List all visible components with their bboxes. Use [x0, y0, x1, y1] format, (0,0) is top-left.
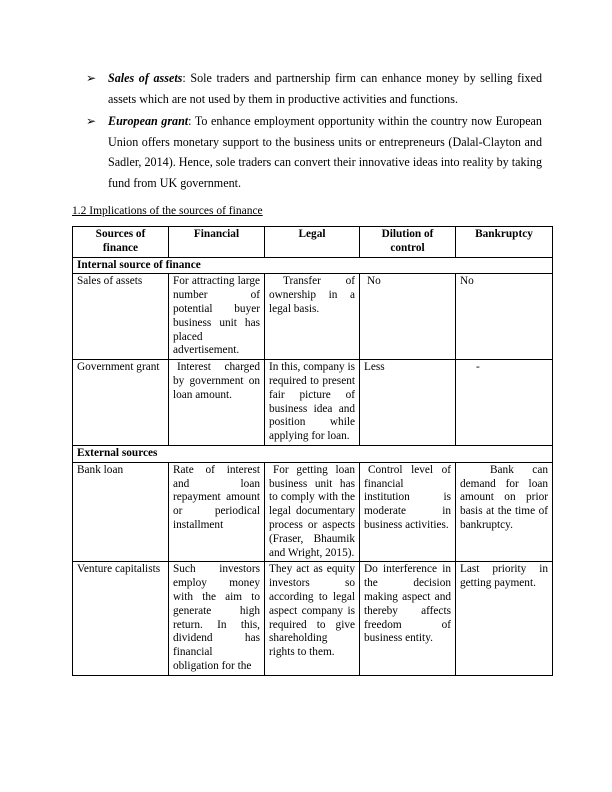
table-row [73, 562, 553, 675]
header-cell: Bankruptcy [456, 227, 553, 258]
bullet-term: Sales of assets [108, 71, 183, 85]
bankruptcy-cell: Bank can demand for loan amount on prior basis at the time of bankruptcy. [456, 462, 553, 562]
source-cell: Government grant [73, 360, 169, 446]
bullet-text: : Sole traders and partnership firm can enhance money by selling fixed assets which are not used by them in productive activities and functions. [108, 71, 542, 106]
legal-cell: Transfer of ownership in a legal basis. [265, 274, 360, 360]
section-label: External sources [73, 445, 553, 462]
dilution-cell: No [360, 274, 456, 360]
source-cell: Venture capitalists [73, 562, 169, 675]
bullet-european-grant [86, 111, 542, 193]
legal-cell: They act as equity investors so according to legal aspect company is required to give shareholding rights to them. [265, 562, 360, 675]
dilution-cell: Do interference in the decision making aspect and thereby affects freedom of business entity. [360, 562, 456, 675]
bankruptcy-cell: No [456, 274, 553, 360]
financial-cell: For attracting large number of potential buyer business unit has placed advertisement. [169, 274, 265, 360]
section-label: Internal source of finance [73, 257, 553, 274]
section-heading: 1.2 Implications of the sources of finance [72, 205, 263, 217]
financial-cell: Such investors employ money with the aim to generate high return. In this, dividend has financial obligation for the [169, 562, 265, 675]
bullet-term: European grant [108, 114, 189, 129]
table-row [73, 360, 553, 446]
header-cell: Legal [265, 227, 360, 258]
table-section-row [73, 445, 553, 462]
financial-cell: Interest charged by government on loan amount. [169, 360, 265, 446]
table-row [73, 274, 553, 360]
source-cell: Bank loan [73, 462, 169, 562]
bullet-list [86, 68, 542, 194]
legal-cell: In this, company is required to present fair picture of business idea and position while applying for loan. [265, 360, 360, 446]
bankruptcy-cell: - [456, 360, 553, 446]
header-cell: Dilution of control [360, 227, 456, 258]
legal-cell: For getting loan business unit has to comply with the legal documentary process or aspects (Fraser, Bhaumik and Wright, 2015). [265, 462, 360, 562]
arrow-bullet-icon: ➢ [86, 71, 97, 85]
dilution-cell: Control level of financial institution is moderate in business activities. [360, 462, 456, 562]
arrow-bullet-icon: ➢ [86, 114, 97, 129]
implications-table [72, 226, 553, 676]
header-cell: Sources of finance [73, 227, 169, 258]
dilution-cell: Less [360, 360, 456, 446]
source-cell: Sales of assets [73, 274, 169, 360]
bullet-sales-of-assets [86, 68, 542, 109]
header-cell: Financial [169, 227, 265, 258]
bullet-text: : To enhance employment opportunity within the country now European Union offers monetary support to the business units or entrepreneurs (Dalal-Clayton and Sadler, 2014). Hence, sole traders can convert their innovative ideas into reality by taking fund from UK government. [108, 114, 542, 190]
table-row [73, 462, 553, 562]
table-section-row [73, 257, 553, 274]
financial-cell: Rate of interest and loan repayment amount or periodical installment [169, 462, 265, 562]
bankruptcy-cell: Last priority in getting payment. [456, 562, 553, 675]
table-header-row [73, 227, 553, 258]
